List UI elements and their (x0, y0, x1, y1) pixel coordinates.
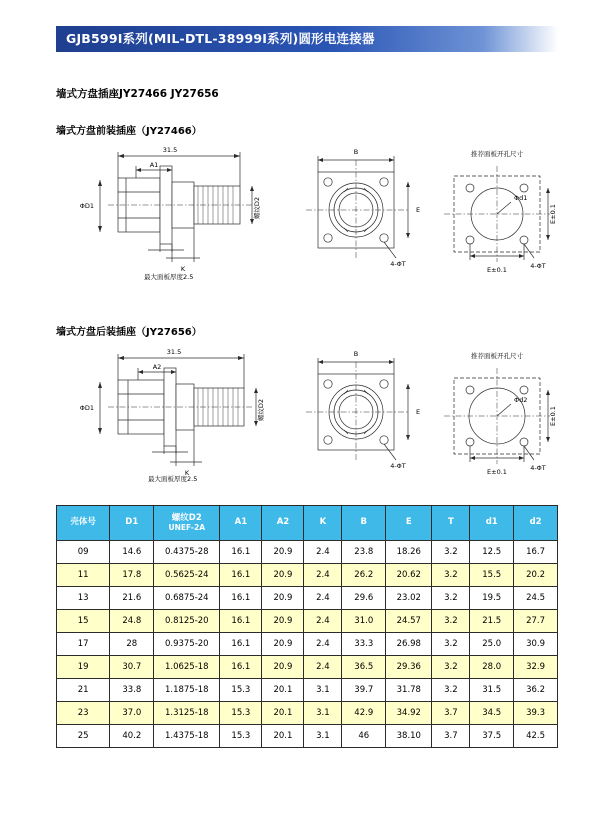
cell: 31.0 (342, 610, 386, 633)
label-e-front: E (416, 206, 421, 214)
label-phi-d1-front: ΦD1 (79, 202, 94, 210)
cell: 23.02 (386, 587, 432, 610)
cell: 21 (57, 679, 110, 702)
note-max-panel-thickness-front: 最大面板厚度2.5 (144, 273, 194, 281)
table-row (57, 541, 558, 564)
cell: 15 (57, 610, 110, 633)
label-phi-d2-hole: Φd2 (514, 396, 528, 404)
table-row (57, 656, 558, 679)
cell: 16.1 (220, 610, 262, 633)
cell: 23 (57, 702, 110, 725)
cell: 25 (57, 725, 110, 748)
cell: 24.5 (514, 587, 558, 610)
cell: 31.78 (386, 679, 432, 702)
cell: 16.1 (220, 587, 262, 610)
cell: 21.5 (470, 610, 514, 633)
cell: 20.1 (262, 679, 304, 702)
cell: 32.9 (514, 656, 558, 679)
cell: 2.4 (304, 587, 342, 610)
label-4-phi-t-rear: 4-ΦT (390, 462, 406, 470)
cell: 2.4 (304, 564, 342, 587)
cell: 30.7 (110, 656, 154, 679)
cell: 17.8 (110, 564, 154, 587)
col-b: B (342, 506, 386, 541)
cell: 3.2 (432, 587, 470, 610)
cell: 28 (110, 633, 154, 656)
page-title: GJB599Ⅰ系列(MIL-DTL-38999Ⅰ系列)圆形电连接器 (66, 31, 375, 46)
cell: 42.5 (514, 725, 558, 748)
cell: 36.5 (342, 656, 386, 679)
dimension-table (56, 505, 558, 748)
cell: 26.2 (342, 564, 386, 587)
cell: 20.62 (386, 564, 432, 587)
label-phi-d1-rear: ΦD1 (79, 404, 94, 412)
sub-heading-front: 墙式方盘前装插座（JY27466） (56, 126, 202, 137)
cell: 13 (57, 587, 110, 610)
cell: 3.1 (304, 679, 342, 702)
cell: 15.3 (220, 679, 262, 702)
col-d2-hole: d2 (514, 506, 558, 541)
col-a2: A2 (262, 506, 304, 541)
cell: 16.1 (220, 633, 262, 656)
col-thread-d2-sub: UNEF-2A (168, 522, 206, 532)
label-k-rear: K (184, 469, 190, 477)
cell: 20.9 (262, 610, 304, 633)
table-row (57, 679, 558, 702)
cell: 3.2 (432, 541, 470, 564)
cell: 38.10 (386, 725, 432, 748)
label-e-tol-h-front: E±0.1 (487, 266, 507, 274)
cell: 3.2 (432, 656, 470, 679)
cell: 17 (57, 633, 110, 656)
cell: 3.2 (432, 610, 470, 633)
cell: 3.7 (432, 725, 470, 748)
dim-31-5-rear: 31.5 (166, 348, 182, 356)
cell: 20.1 (262, 725, 304, 748)
cell: 2.4 (304, 541, 342, 564)
label-e-rear: E (416, 408, 421, 416)
table-row (57, 725, 558, 748)
cell: 15.3 (220, 702, 262, 725)
cell: 29.6 (342, 587, 386, 610)
cell: 34.5 (470, 702, 514, 725)
cell: 37.0 (110, 702, 154, 725)
cell: 0.9375-20 (154, 633, 220, 656)
table-head (57, 506, 558, 541)
cell: 20.9 (262, 564, 304, 587)
cell: 2.4 (304, 656, 342, 679)
label-b-rear: B (353, 350, 359, 358)
cell: 2.4 (304, 633, 342, 656)
cell: 3.2 (432, 564, 470, 587)
cell: 1.0625-18 (154, 656, 220, 679)
table-row (57, 633, 558, 656)
cell: 36.2 (514, 679, 558, 702)
col-t: T (432, 506, 470, 541)
label-thread-d2-rear: 螺纹D2 (257, 398, 265, 422)
cell: 21.6 (110, 587, 154, 610)
page-header-banner (56, 26, 558, 52)
cell: 20.2 (514, 564, 558, 587)
cell: 3.7 (432, 702, 470, 725)
cell: 1.4375-18 (154, 725, 220, 748)
table-row (57, 564, 558, 587)
cell: 46 (342, 725, 386, 748)
cell: 19.5 (470, 587, 514, 610)
dim-31-5-front: 31.5 (162, 146, 178, 154)
cell: 28.0 (470, 656, 514, 679)
cell: 31.5 (470, 679, 514, 702)
cell: 3.2 (432, 679, 470, 702)
cell: 15.3 (220, 725, 262, 748)
main-heading: 墙式方盘插座JY27466 JY27656 (56, 88, 219, 100)
table-row (57, 702, 558, 725)
note-panel-cutout-rear: 推荐面板开孔尺寸 (471, 352, 523, 360)
col-shell-size: 壳体号 (57, 506, 110, 541)
label-e-tol-h-rear: E±0.1 (487, 468, 507, 476)
label-b-front: B (353, 148, 359, 156)
cell: 30.9 (514, 633, 558, 656)
col-k: K (304, 506, 342, 541)
cell: 39.3 (514, 702, 558, 725)
cell: 24.57 (386, 610, 432, 633)
label-4-phi-t-front: 4-ΦT (390, 260, 406, 268)
dim-a1: A1 (149, 161, 159, 169)
cell: 23.8 (342, 541, 386, 564)
cell: 33.3 (342, 633, 386, 656)
cell: 0.4375-28 (154, 541, 220, 564)
cell: 33.8 (110, 679, 154, 702)
label-4-phi-t-panel-front: 4-ΦT (530, 262, 546, 270)
cell: 16.1 (220, 656, 262, 679)
cell: 12.5 (470, 541, 514, 564)
drawing-front-mount (56, 140, 558, 290)
cell: 0.5625-24 (154, 564, 220, 587)
sub-heading-rear: 墙式方盘后装插座（JY27656） (56, 327, 202, 338)
cell: 20.9 (262, 633, 304, 656)
label-e-tol-v-rear: E±0.1 (549, 406, 557, 426)
note-max-panel-thickness-rear: 最大面板厚度2.5 (148, 475, 198, 483)
cell: 40.2 (110, 725, 154, 748)
cell: 16.1 (220, 564, 262, 587)
col-d1: D1 (110, 506, 154, 541)
drawing-rear-mount (56, 342, 558, 492)
label-e-tol-v-front: E±0.1 (549, 204, 557, 224)
table-body (57, 541, 558, 748)
cell: 18.26 (386, 541, 432, 564)
cell: 20.9 (262, 587, 304, 610)
label-phi-d1-hole: Φd1 (514, 194, 528, 202)
col-thread-d2 (154, 506, 220, 541)
cell: 39.7 (342, 679, 386, 702)
cell: 29.36 (386, 656, 432, 679)
cell: 37.5 (470, 725, 514, 748)
cell: 0.8125-20 (154, 610, 220, 633)
cell: 19 (57, 656, 110, 679)
col-a1: A1 (220, 506, 262, 541)
cell: 42.9 (342, 702, 386, 725)
dim-a2: A2 (152, 363, 162, 371)
cell: 1.3125-18 (154, 702, 220, 725)
note-panel-cutout-front: 推荐面板开孔尺寸 (471, 150, 523, 158)
table-row (57, 610, 558, 633)
col-e: E (386, 506, 432, 541)
cell: 15.5 (470, 564, 514, 587)
label-thread-d2-front: 螺纹D2 (253, 196, 261, 220)
cell: 24.8 (110, 610, 154, 633)
cell: 34.92 (386, 702, 432, 725)
label-k-front: K (180, 265, 186, 273)
table-header-row (57, 506, 558, 541)
cell: 3.1 (304, 725, 342, 748)
cell: 11 (57, 564, 110, 587)
cell: 16.1 (220, 541, 262, 564)
table-row (57, 587, 558, 610)
cell: 20.9 (262, 656, 304, 679)
cell: 0.6875-24 (154, 587, 220, 610)
label-4-phi-t-panel-rear: 4-ΦT (530, 464, 546, 472)
cell: 16.7 (514, 541, 558, 564)
cell: 3.2 (432, 633, 470, 656)
cell: 1.1875-18 (154, 679, 220, 702)
cell: 26.98 (386, 633, 432, 656)
cell: 3.1 (304, 702, 342, 725)
cell: 20.1 (262, 702, 304, 725)
dimension-table-wrapper (56, 505, 558, 748)
cell: 14.6 (110, 541, 154, 564)
cell: 27.7 (514, 610, 558, 633)
cell: 20.9 (262, 541, 304, 564)
col-d1-hole: d1 (470, 506, 514, 541)
col-thread-d2-main: 螺纹D2 (171, 512, 202, 523)
cell: 25.0 (470, 633, 514, 656)
cell: 09 (57, 541, 110, 564)
cell: 2.4 (304, 610, 342, 633)
